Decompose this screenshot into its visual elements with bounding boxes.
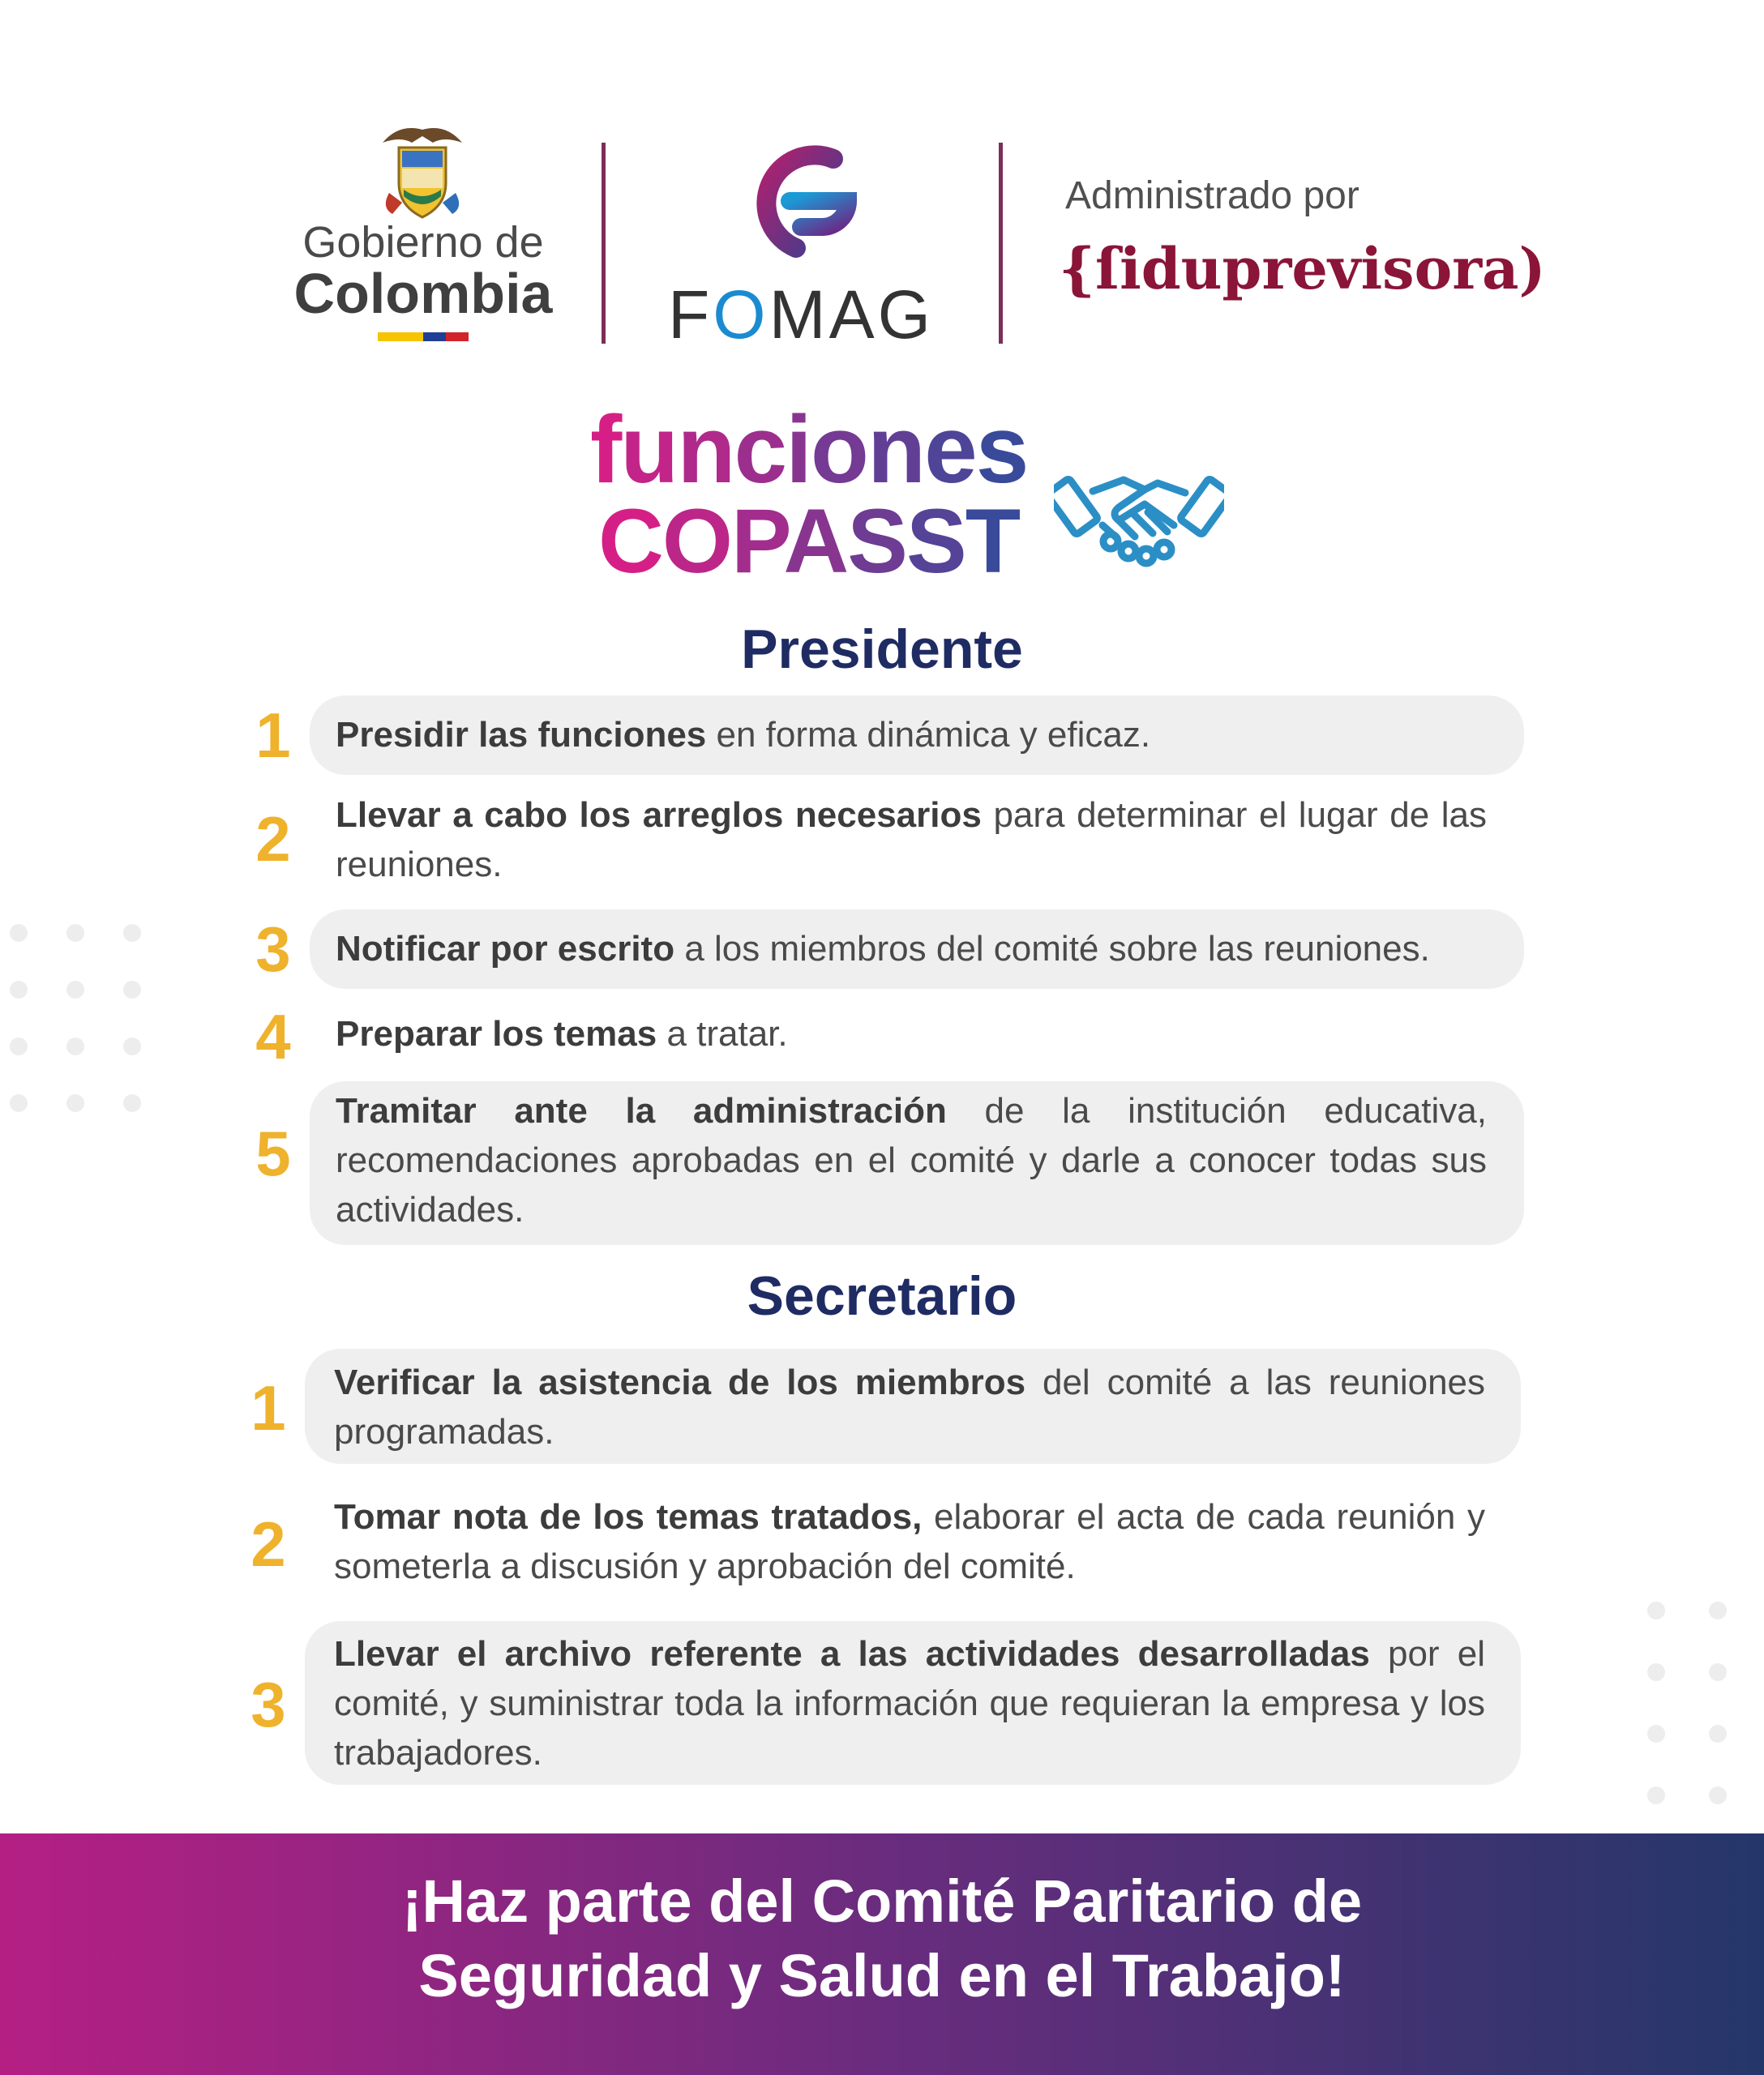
decorative-dot — [10, 1094, 28, 1112]
footer-line1: ¡Haz parte del Comité Paritario de — [401, 1868, 1363, 1935]
item-number: 4 — [255, 1001, 291, 1072]
list-item-text: Preparar los temas a tratar. — [336, 1014, 788, 1054]
footer-line2: Seguridad y Salud en el Trabajo! — [418, 1942, 1346, 2009]
decorative-dot — [123, 1094, 141, 1112]
decorative-dot — [66, 981, 84, 999]
section-title-secretario: Secretario — [747, 1265, 1017, 1327]
list-item-text: Tramitar ante la administración de la institución educativa, recomendaciones aprobadas en el comité y darle a conocer todas sus actividades. — [336, 1091, 1487, 1230]
header-divider — [999, 143, 1003, 344]
administered-by: Administrado por — [1065, 174, 1359, 217]
decorative-dot — [66, 1094, 84, 1112]
decorative-dot — [1647, 1663, 1665, 1681]
item-number: 1 — [250, 1372, 286, 1444]
list-item-text: Verificar la asistencia de los miembros del comité a las reuniones programadas. — [334, 1363, 1486, 1452]
decorative-dot — [1647, 1602, 1665, 1619]
list-item-text: Llevar a cabo los arreglos necesarios para determinar el lugar de las reuniones. — [336, 795, 1488, 884]
gov-line1: Gobierno de — [302, 218, 544, 267]
title-funciones: funciones — [590, 396, 1028, 503]
fomag-logo-icon — [736, 136, 866, 267]
decorative-dot — [123, 924, 141, 942]
title-copasst: COPASST — [598, 490, 1020, 592]
item-number: 5 — [255, 1118, 291, 1189]
section-title-presidente: Presidente — [741, 618, 1023, 680]
decorative-dot — [10, 981, 28, 999]
item-number: 2 — [250, 1508, 286, 1580]
decorative-dot — [10, 1038, 28, 1055]
handshake-icon — [1054, 447, 1224, 577]
decorative-dot — [123, 1038, 141, 1055]
decorative-dot — [10, 924, 28, 942]
decorative-dot — [1709, 1602, 1727, 1619]
item-number: 3 — [255, 913, 291, 985]
list-item-text: Presidir las funciones en forma dinámica y eficaz. — [336, 715, 1151, 755]
decorative-dot — [66, 924, 84, 942]
item-number: 3 — [250, 1669, 286, 1740]
fiduprevisora-logo: {ſiduprevisora) — [1059, 235, 1546, 302]
decorative-dot — [66, 1038, 84, 1055]
decorative-dot — [1647, 1725, 1665, 1743]
colombia-crest-icon — [375, 118, 470, 222]
item-number: 1 — [255, 700, 291, 771]
colombia-flag-stripe — [378, 332, 469, 341]
decorative-dot — [1709, 1786, 1727, 1804]
header-divider — [602, 143, 606, 344]
list-item-text: Tomar nota de los temas tratados, elaborar el acta de cada reunión y someterla a discusión y aprobación del comité. — [334, 1497, 1485, 1586]
item-number: 2 — [255, 803, 291, 875]
decorative-dot — [1647, 1786, 1665, 1804]
gov-line2: Colombia — [293, 262, 553, 325]
decorative-dot — [123, 981, 141, 999]
list-item-text: Notificar por escrito a los miembros del comité sobre las reuniones. — [336, 929, 1430, 969]
decorative-dot — [1709, 1725, 1727, 1743]
footer-slogan — [0, 1864, 1764, 2013]
list-item-text: Llevar el archivo referente a las actividades desarrolladas por el comité, y suministrar toda la información que requieran la empresa y los trabajadores. — [334, 1634, 1485, 1773]
fomag-wordmark: FOMAG — [667, 276, 934, 353]
decorative-dot — [1709, 1663, 1727, 1681]
